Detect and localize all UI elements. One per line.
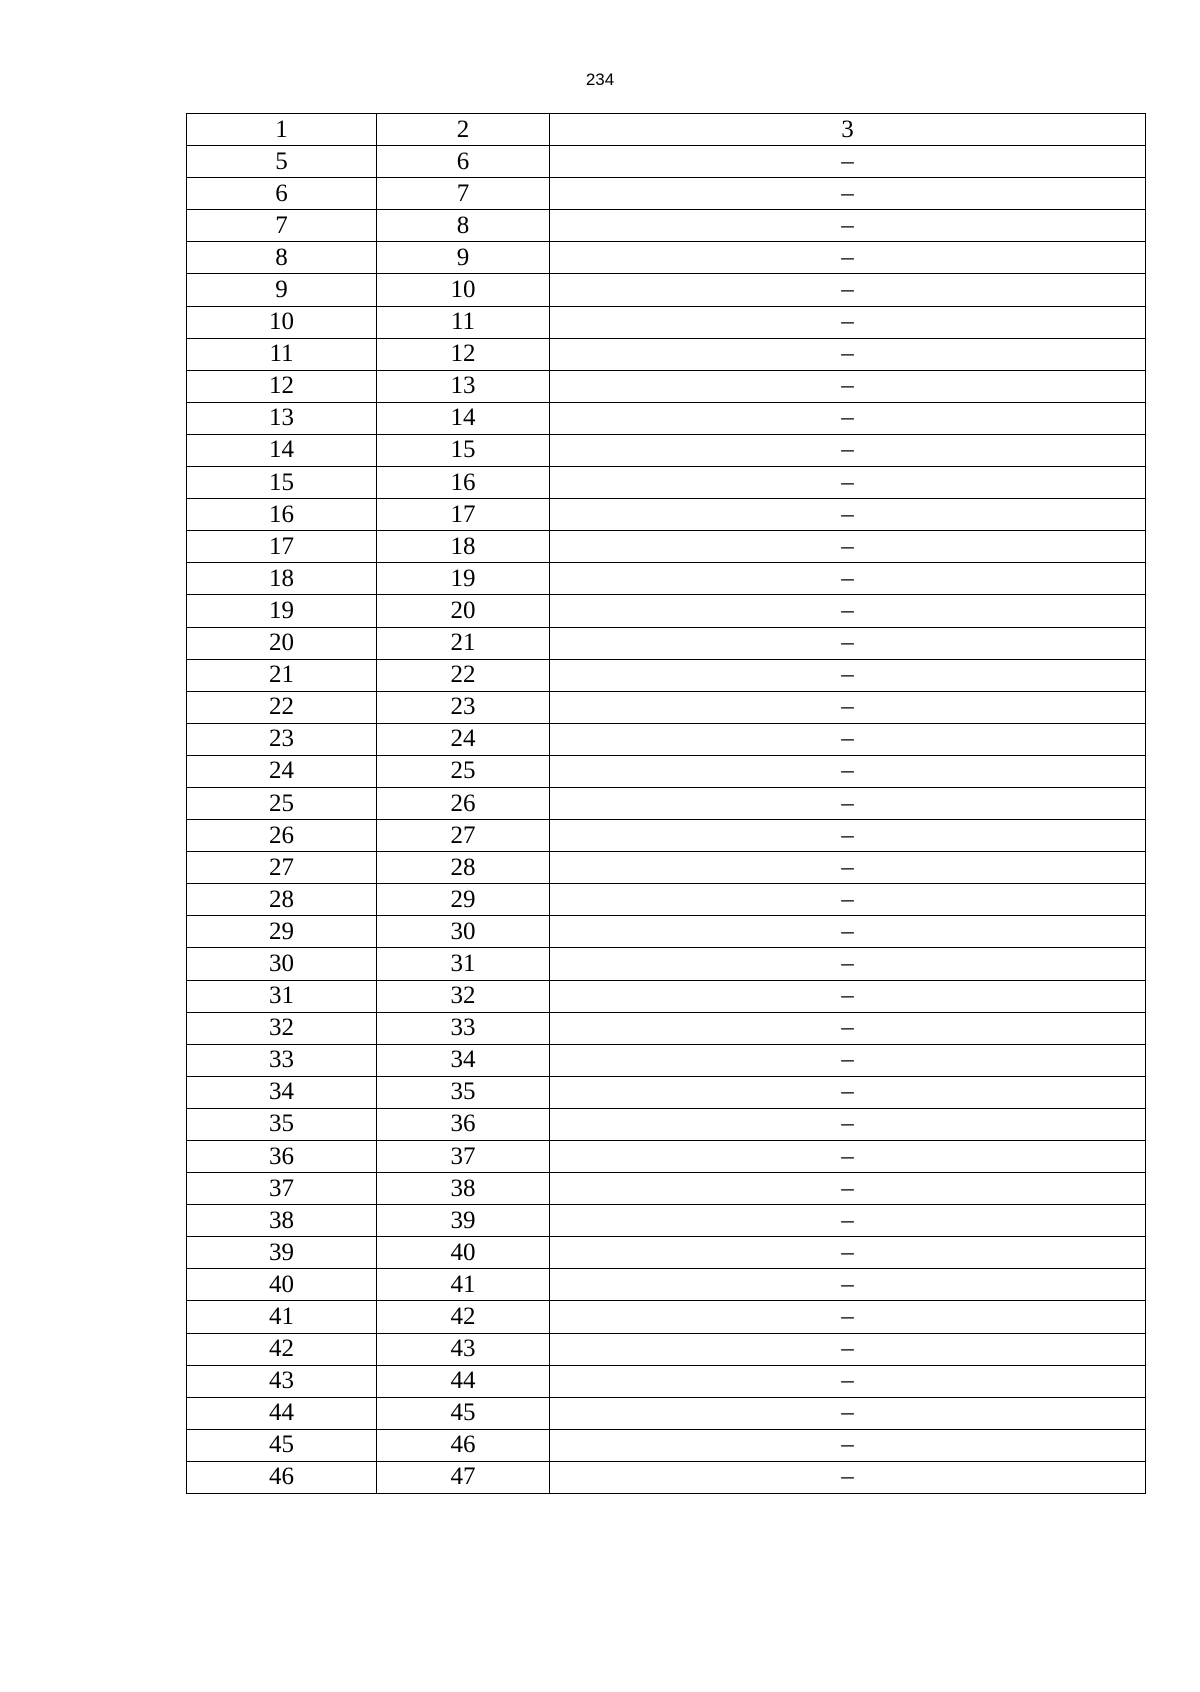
table-cell-col-3: – [550, 1076, 1146, 1108]
table-cell-col-2: 35 [377, 1076, 550, 1108]
table-cell-col-1: 10 [187, 306, 377, 338]
table-cell-col-3: – [550, 948, 1146, 980]
table-cell-col-2: 31 [377, 948, 550, 980]
table-cell-col-1: 13 [187, 402, 377, 434]
table-cell-col-1: 22 [187, 691, 377, 723]
table-cell-col-1: 29 [187, 916, 377, 948]
table-cell-col-3: – [550, 852, 1146, 884]
table-cell-col-3: – [550, 1205, 1146, 1237]
table-cell-col-3: – [550, 1397, 1146, 1429]
table-cell-col-1: 45 [187, 1429, 377, 1461]
table-cell-col-2: 11 [377, 306, 550, 338]
table-cell-col-3: – [550, 1108, 1146, 1140]
table-row [187, 691, 1146, 723]
table-cell-col-1: 18 [187, 563, 377, 595]
table-cell-col-2: 34 [377, 1044, 550, 1076]
table-row [187, 1141, 1146, 1173]
table-row [187, 1237, 1146, 1269]
table-row [187, 274, 1146, 306]
table-row [187, 178, 1146, 210]
table-cell-col-2: 28 [377, 852, 550, 884]
table-cell-col-1: 21 [187, 659, 377, 691]
table-row [187, 499, 1146, 531]
table-cell-col-1: 46 [187, 1461, 377, 1493]
table-cell-col-1: 20 [187, 627, 377, 659]
table-cell-col-3: – [550, 306, 1146, 338]
table-cell-col-2: 19 [377, 563, 550, 595]
table-row [187, 402, 1146, 434]
table-row [187, 563, 1146, 595]
table-cell-col-3: – [550, 755, 1146, 787]
table-cell-col-3: – [550, 1333, 1146, 1365]
table-cell-col-1: 30 [187, 948, 377, 980]
table-cell-col-1: 16 [187, 499, 377, 531]
table-cell-col-1: 42 [187, 1333, 377, 1365]
table-cell-col-1: 41 [187, 1301, 377, 1333]
table-row [187, 1044, 1146, 1076]
table-cell-col-2: 17 [377, 499, 550, 531]
table-row [187, 755, 1146, 787]
table-row [187, 659, 1146, 691]
table-cell-col-2: 29 [377, 884, 550, 916]
table-cell-col-2: 38 [377, 1173, 550, 1205]
table-cell-col-1: 7 [187, 210, 377, 242]
table-cell-col-3: – [550, 723, 1146, 755]
table-header-row [187, 114, 1146, 146]
table-cell-col-2: 37 [377, 1141, 550, 1173]
table-cell-col-3: – [550, 627, 1146, 659]
table-cell-col-1: 37 [187, 1173, 377, 1205]
table-cell-col-2: 16 [377, 467, 550, 499]
table-cell-col-1: 9 [187, 274, 377, 306]
header-cell-col-2: 2 [377, 114, 550, 146]
table-cell-col-3: – [550, 787, 1146, 819]
table-row [187, 146, 1146, 178]
table-cell-col-3: – [550, 820, 1146, 852]
table-cell-col-1: 8 [187, 242, 377, 274]
table-cell-col-3: – [550, 402, 1146, 434]
table-cell-col-2: 43 [377, 1333, 550, 1365]
table-row [187, 916, 1146, 948]
table-cell-col-2: 15 [377, 434, 550, 466]
table-row [187, 434, 1146, 466]
table-cell-col-2: 46 [377, 1429, 550, 1461]
table-cell-col-3: – [550, 1173, 1146, 1205]
table-row [187, 595, 1146, 627]
table-cell-col-2: 39 [377, 1205, 550, 1237]
table-row [187, 210, 1146, 242]
table-cell-col-2: 14 [377, 402, 550, 434]
table-row [187, 627, 1146, 659]
table-cell-col-2: 21 [377, 627, 550, 659]
table-cell-col-2: 13 [377, 370, 550, 402]
table-cell-col-3: – [550, 1044, 1146, 1076]
table-cell-col-1: 19 [187, 595, 377, 627]
table-cell-col-2: 22 [377, 659, 550, 691]
table-cell-col-1: 5 [187, 146, 377, 178]
table-cell-col-1: 44 [187, 1397, 377, 1429]
table-cell-col-3: – [550, 1269, 1146, 1301]
table-cell-col-3: – [550, 1012, 1146, 1044]
table-cell-col-1: 40 [187, 1269, 377, 1301]
table-cell-col-2: 12 [377, 338, 550, 370]
table-row [187, 1397, 1146, 1429]
table-cell-col-3: – [550, 1365, 1146, 1397]
table-row [187, 852, 1146, 884]
table-cell-col-1: 32 [187, 1012, 377, 1044]
table-cell-col-1: 27 [187, 852, 377, 884]
table-row [187, 820, 1146, 852]
table-row [187, 980, 1146, 1012]
table-row [187, 370, 1146, 402]
table-row [187, 242, 1146, 274]
table-body [187, 146, 1146, 1494]
table-cell-col-2: 32 [377, 980, 550, 1012]
table-cell-col-2: 10 [377, 274, 550, 306]
table-cell-col-2: 7 [377, 178, 550, 210]
table-cell-col-1: 25 [187, 787, 377, 819]
table-cell-col-2: 23 [377, 691, 550, 723]
table-cell-col-3: – [550, 563, 1146, 595]
table-cell-col-2: 41 [377, 1269, 550, 1301]
table-row [187, 1012, 1146, 1044]
table-cell-col-1: 31 [187, 980, 377, 1012]
table-cell-col-1: 6 [187, 178, 377, 210]
table-cell-col-2: 44 [377, 1365, 550, 1397]
table-cell-col-3: – [550, 242, 1146, 274]
table-cell-col-2: 45 [377, 1397, 550, 1429]
table-cell-col-1: 33 [187, 1044, 377, 1076]
table-row [187, 787, 1146, 819]
table-cell-col-1: 24 [187, 755, 377, 787]
table-cell-col-3: – [550, 1141, 1146, 1173]
table-cell-col-3: – [550, 434, 1146, 466]
header-cell-col-3: 3 [550, 114, 1146, 146]
table-cell-col-3: – [550, 146, 1146, 178]
table-cell-col-2: 18 [377, 531, 550, 563]
table-row [187, 338, 1146, 370]
table-cell-col-1: 35 [187, 1108, 377, 1140]
table-row [187, 1301, 1146, 1333]
table-cell-col-2: 6 [377, 146, 550, 178]
table-cell-col-2: 47 [377, 1461, 550, 1493]
table-row [187, 1429, 1146, 1461]
table-cell-col-2: 25 [377, 755, 550, 787]
table-cell-col-2: 27 [377, 820, 550, 852]
table-cell-col-1: 26 [187, 820, 377, 852]
table-cell-col-3: – [550, 370, 1146, 402]
table-row [187, 884, 1146, 916]
table-row [187, 1108, 1146, 1140]
table-cell-col-1: 14 [187, 434, 377, 466]
table-cell-col-1: 15 [187, 467, 377, 499]
table-cell-col-3: – [550, 178, 1146, 210]
table-cell-col-1: 28 [187, 884, 377, 916]
table-cell-col-2: 20 [377, 595, 550, 627]
table-cell-col-1: 11 [187, 338, 377, 370]
table-row [187, 1205, 1146, 1237]
table-cell-col-3: – [550, 499, 1146, 531]
table-cell-col-3: – [550, 467, 1146, 499]
table-cell-col-2: 9 [377, 242, 550, 274]
table-row [187, 1173, 1146, 1205]
table-cell-col-3: – [550, 1301, 1146, 1333]
table-cell-col-1: 39 [187, 1237, 377, 1269]
table-cell-col-3: – [550, 1237, 1146, 1269]
data-table [186, 113, 1146, 1494]
table-cell-col-3: – [550, 1429, 1146, 1461]
table-row [187, 531, 1146, 563]
table-row [187, 723, 1146, 755]
table-cell-col-1: 17 [187, 531, 377, 563]
table-cell-col-2: 8 [377, 210, 550, 242]
table-row [187, 1365, 1146, 1397]
table-cell-col-1: 43 [187, 1365, 377, 1397]
table-cell-col-2: 26 [377, 787, 550, 819]
table-cell-col-1: 34 [187, 1076, 377, 1108]
table-cell-col-3: – [550, 274, 1146, 306]
table-row [187, 1269, 1146, 1301]
table-row [187, 306, 1146, 338]
table-cell-col-3: – [550, 338, 1146, 370]
table-cell-col-1: 12 [187, 370, 377, 402]
table-row [187, 1333, 1146, 1365]
table-cell-col-3: – [550, 1461, 1146, 1493]
table-cell-col-2: 40 [377, 1237, 550, 1269]
table-cell-col-3: – [550, 916, 1146, 948]
table-cell-col-3: – [550, 210, 1146, 242]
table-row [187, 948, 1146, 980]
table-cell-col-3: – [550, 595, 1146, 627]
table-cell-col-2: 24 [377, 723, 550, 755]
table-cell-col-1: 23 [187, 723, 377, 755]
table-cell-col-2: 42 [377, 1301, 550, 1333]
table-cell-col-1: 36 [187, 1141, 377, 1173]
table-cell-col-3: – [550, 691, 1146, 723]
table-cell-col-3: – [550, 659, 1146, 691]
page-number: 234 [585, 70, 615, 89]
table-row [187, 467, 1146, 499]
table-cell-col-3: – [550, 884, 1146, 916]
table-cell-col-2: 33 [377, 1012, 550, 1044]
table-row [187, 1076, 1146, 1108]
table-cell-col-2: 30 [377, 916, 550, 948]
header-cell-col-1: 1 [187, 114, 377, 146]
table-row [187, 1461, 1146, 1493]
table-cell-col-1: 38 [187, 1205, 377, 1237]
table-cell-col-3: – [550, 531, 1146, 563]
table-header [187, 114, 1146, 146]
table-cell-col-3: – [550, 980, 1146, 1012]
table-cell-col-2: 36 [377, 1108, 550, 1140]
